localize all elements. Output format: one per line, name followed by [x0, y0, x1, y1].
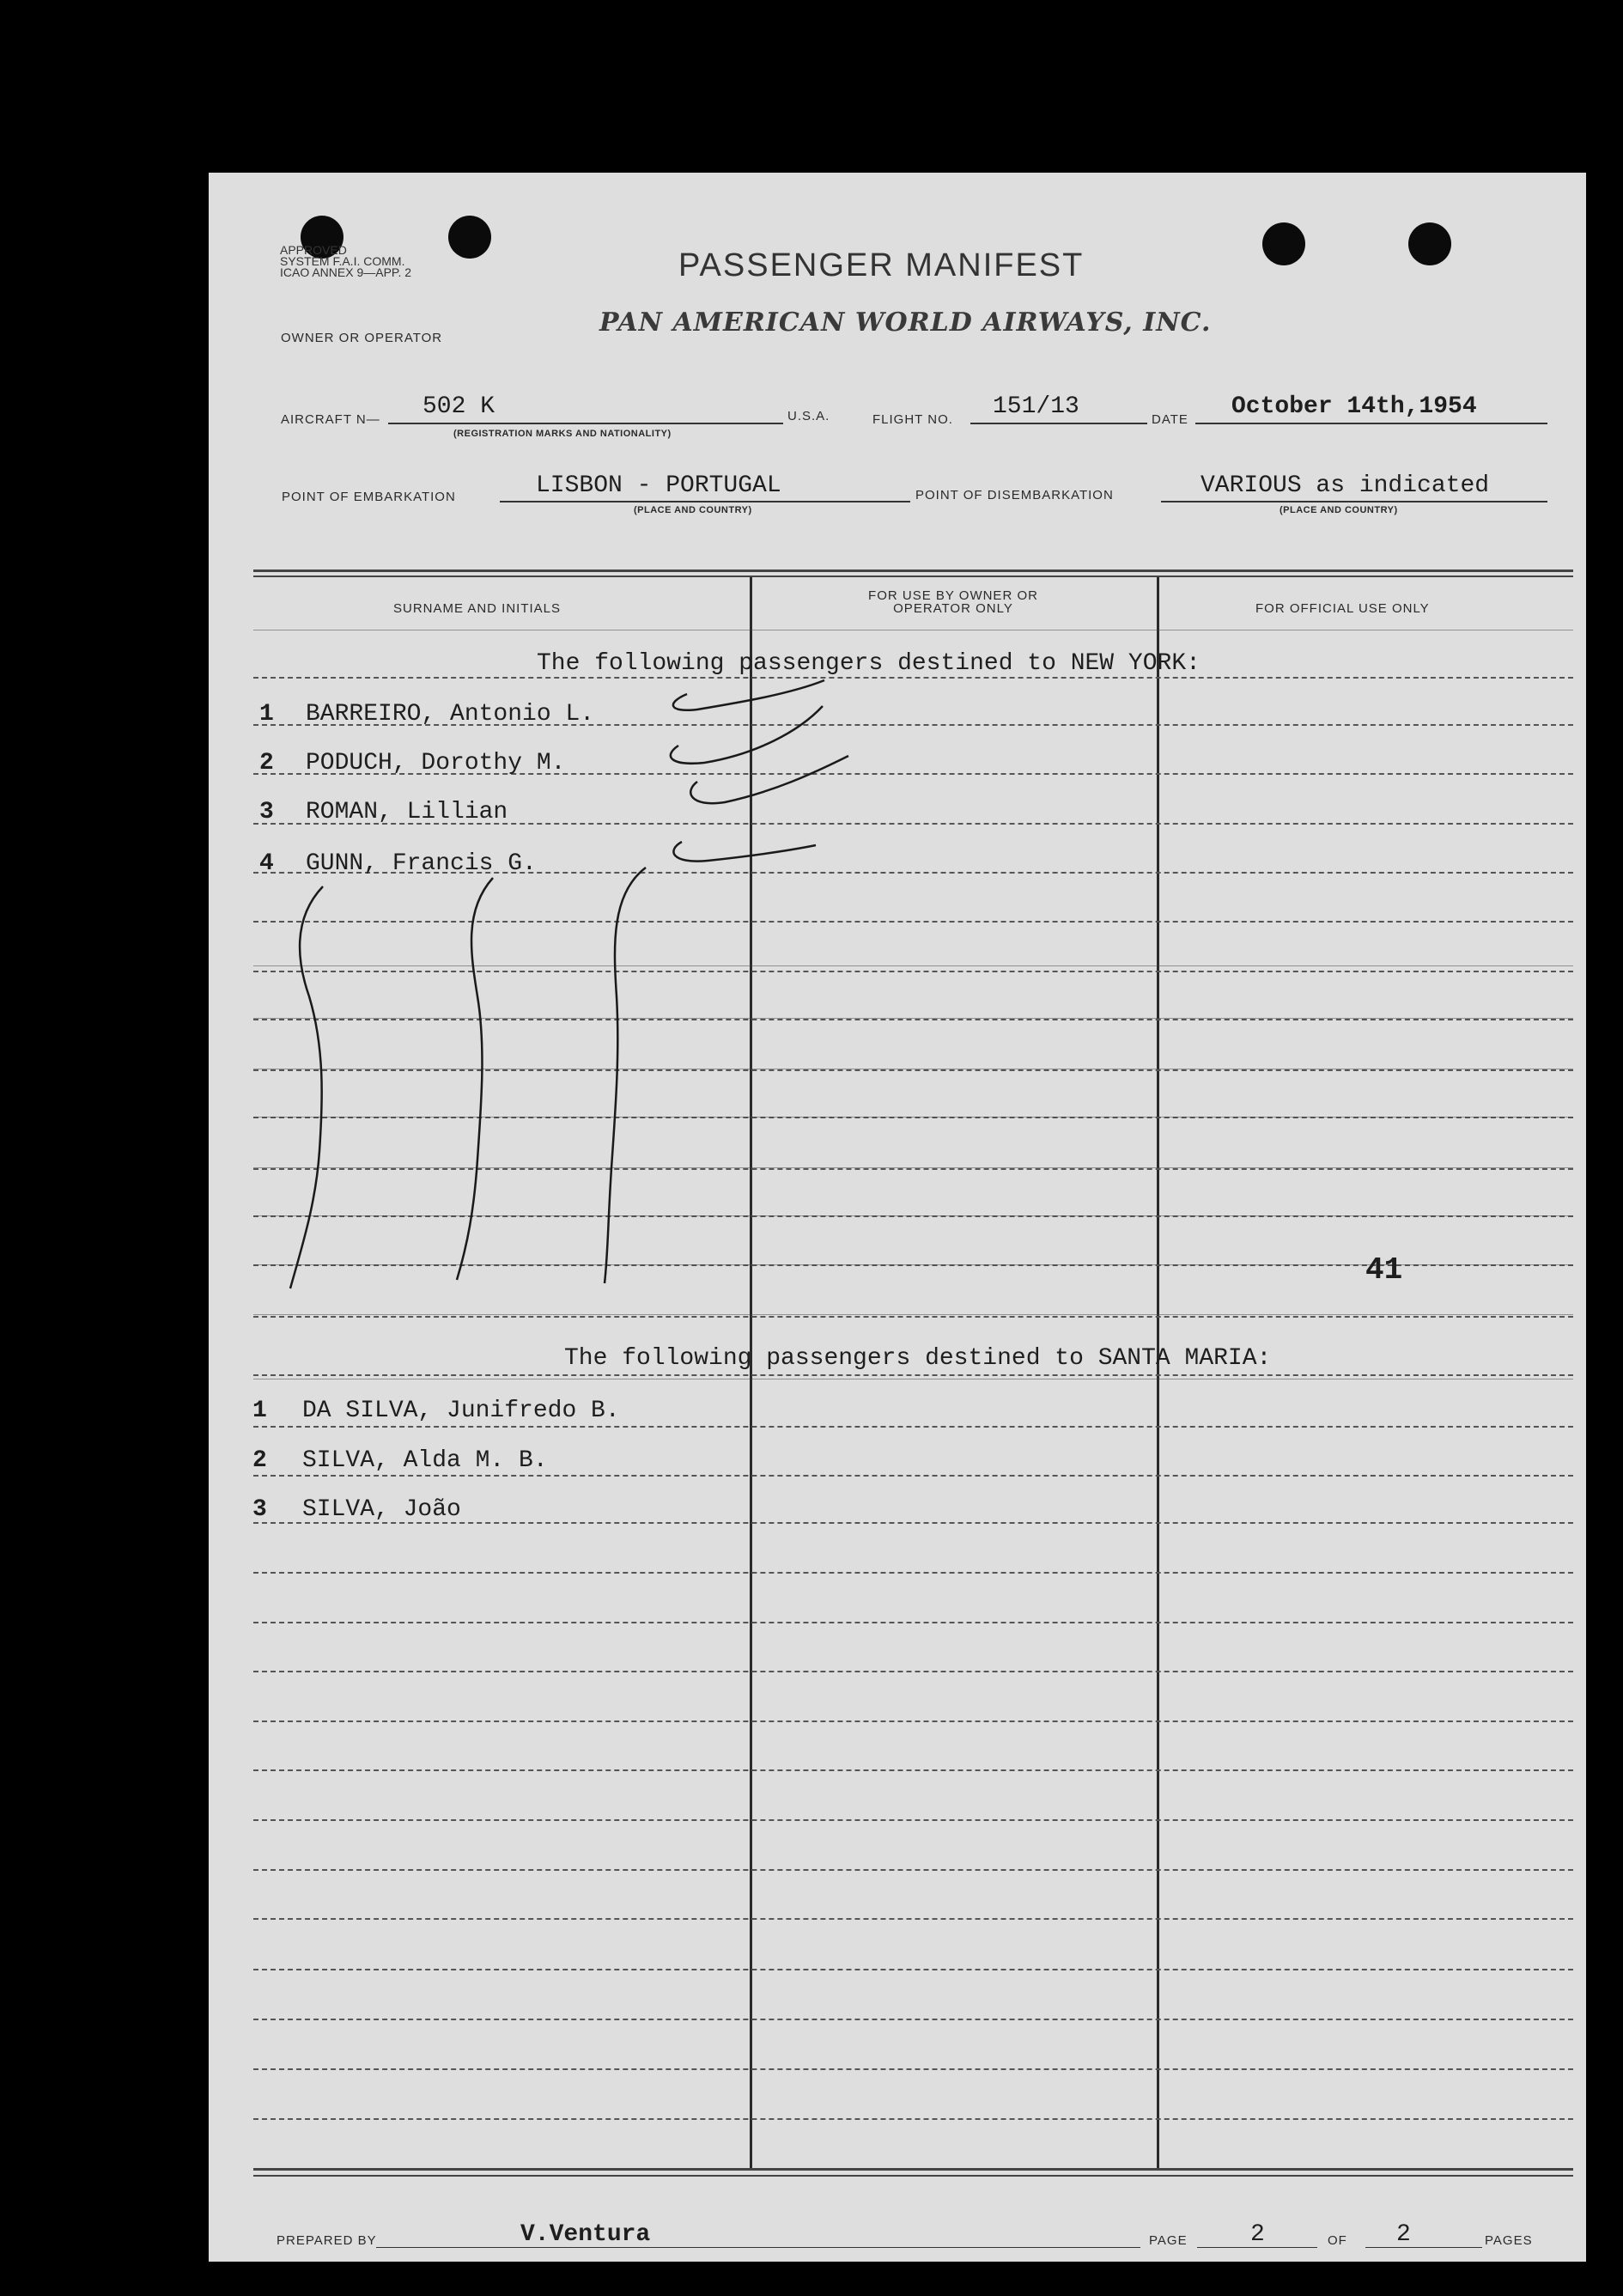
ditto-stroke [290, 886, 323, 1288]
disembarkation-caption: (PLACE AND COUNTRY) [1280, 505, 1398, 515]
passenger-name: GUNN, Francis G. [306, 850, 537, 877]
group-heading-destination: SANTA MARIA: [1097, 1345, 1272, 1372]
ditto-stroke [605, 868, 646, 1283]
approval-line: ICAO ANNEX 9—APP. 2 [280, 265, 412, 279]
passenger-name: BARREIRO, Antonio L. [306, 701, 595, 728]
ditto-stroke [457, 878, 493, 1280]
owner-label: OWNER OR OPERATOR [281, 331, 443, 345]
disembarkation-label: POINT OF DISEMBARKATION [915, 488, 1114, 502]
approval-line: SYSTEM F.A.I. COMM. [280, 254, 405, 268]
group-heading-text: The following passengers destined to [564, 1345, 1098, 1372]
group-heading-text: The following passengers destined to [537, 650, 1071, 677]
page-label: PAGE [1149, 2233, 1188, 2248]
nationality-label: U.S.A. [787, 409, 830, 423]
column-header-owner-use: FOR USE BY OWNER OR OPERATOR ONLY [868, 588, 1038, 616]
embarkation-caption: (PLACE AND COUNTRY) [634, 505, 752, 515]
aircraft-label: AIRCRAFT N— [281, 412, 380, 427]
column-header-surname: SURNAME AND INITIALS [393, 601, 562, 616]
form-title: PASSENGER MANIFEST [678, 247, 1085, 283]
total-pages: 2 [1396, 2221, 1411, 2248]
check-mark [673, 842, 816, 862]
passenger-number: 3 [252, 1496, 267, 1523]
passenger-name: PODUCH, Dorothy M. [306, 750, 566, 776]
passenger-count-note: 41 [1365, 1252, 1403, 1288]
passenger-number: 2 [252, 1447, 267, 1474]
embarkation-point: LISBON - PORTUGAL [536, 472, 781, 499]
passenger-name: SILVA, João [302, 1496, 461, 1523]
passenger-number: 1 [252, 1398, 267, 1424]
check-mark [671, 706, 823, 764]
group-heading-destination: NEW YORK: [1070, 650, 1201, 677]
passenger-name: DA SILVA, Junifredo B. [302, 1398, 620, 1424]
passenger-name: SILVA, Alda M. B. [302, 1447, 548, 1474]
column-header-official-use: FOR OFFICIAL USE ONLY [1255, 601, 1430, 616]
page-number: 2 [1250, 2221, 1265, 2248]
date-label: DATE [1152, 412, 1188, 427]
of-label: OF [1328, 2233, 1347, 2248]
operator-name: PAN AMERICAN WORLD AIRWAYS, INC. [599, 308, 1212, 338]
registration-caption: (REGISTRATION MARKS AND NATIONALITY) [453, 429, 672, 439]
pages-label: PAGES [1485, 2233, 1533, 2248]
prepared-by-label: PREPARED BY [277, 2233, 377, 2248]
flight-date: October 14th,1954 [1231, 393, 1477, 420]
passenger-number: 3 [259, 799, 274, 825]
passenger-number: 1 [259, 701, 274, 728]
prepared-by-name: V.Ventura [520, 2221, 651, 2248]
check-mark [673, 680, 824, 710]
flight-label: FLIGHT NO. [872, 412, 953, 427]
disembarkation-point: VARIOUS as indicated [1201, 472, 1490, 499]
passenger-number: 2 [259, 750, 274, 776]
passenger-number: 4 [259, 850, 274, 877]
approval-line: APPROVED [280, 243, 347, 257]
embarkation-label: POINT OF EMBARKATION [282, 490, 456, 504]
passenger-name: ROMAN, Lillian [306, 799, 508, 825]
check-mark [690, 756, 848, 803]
flight-number: 151/13 [993, 393, 1079, 420]
aircraft-registration: 502 K [422, 393, 495, 420]
